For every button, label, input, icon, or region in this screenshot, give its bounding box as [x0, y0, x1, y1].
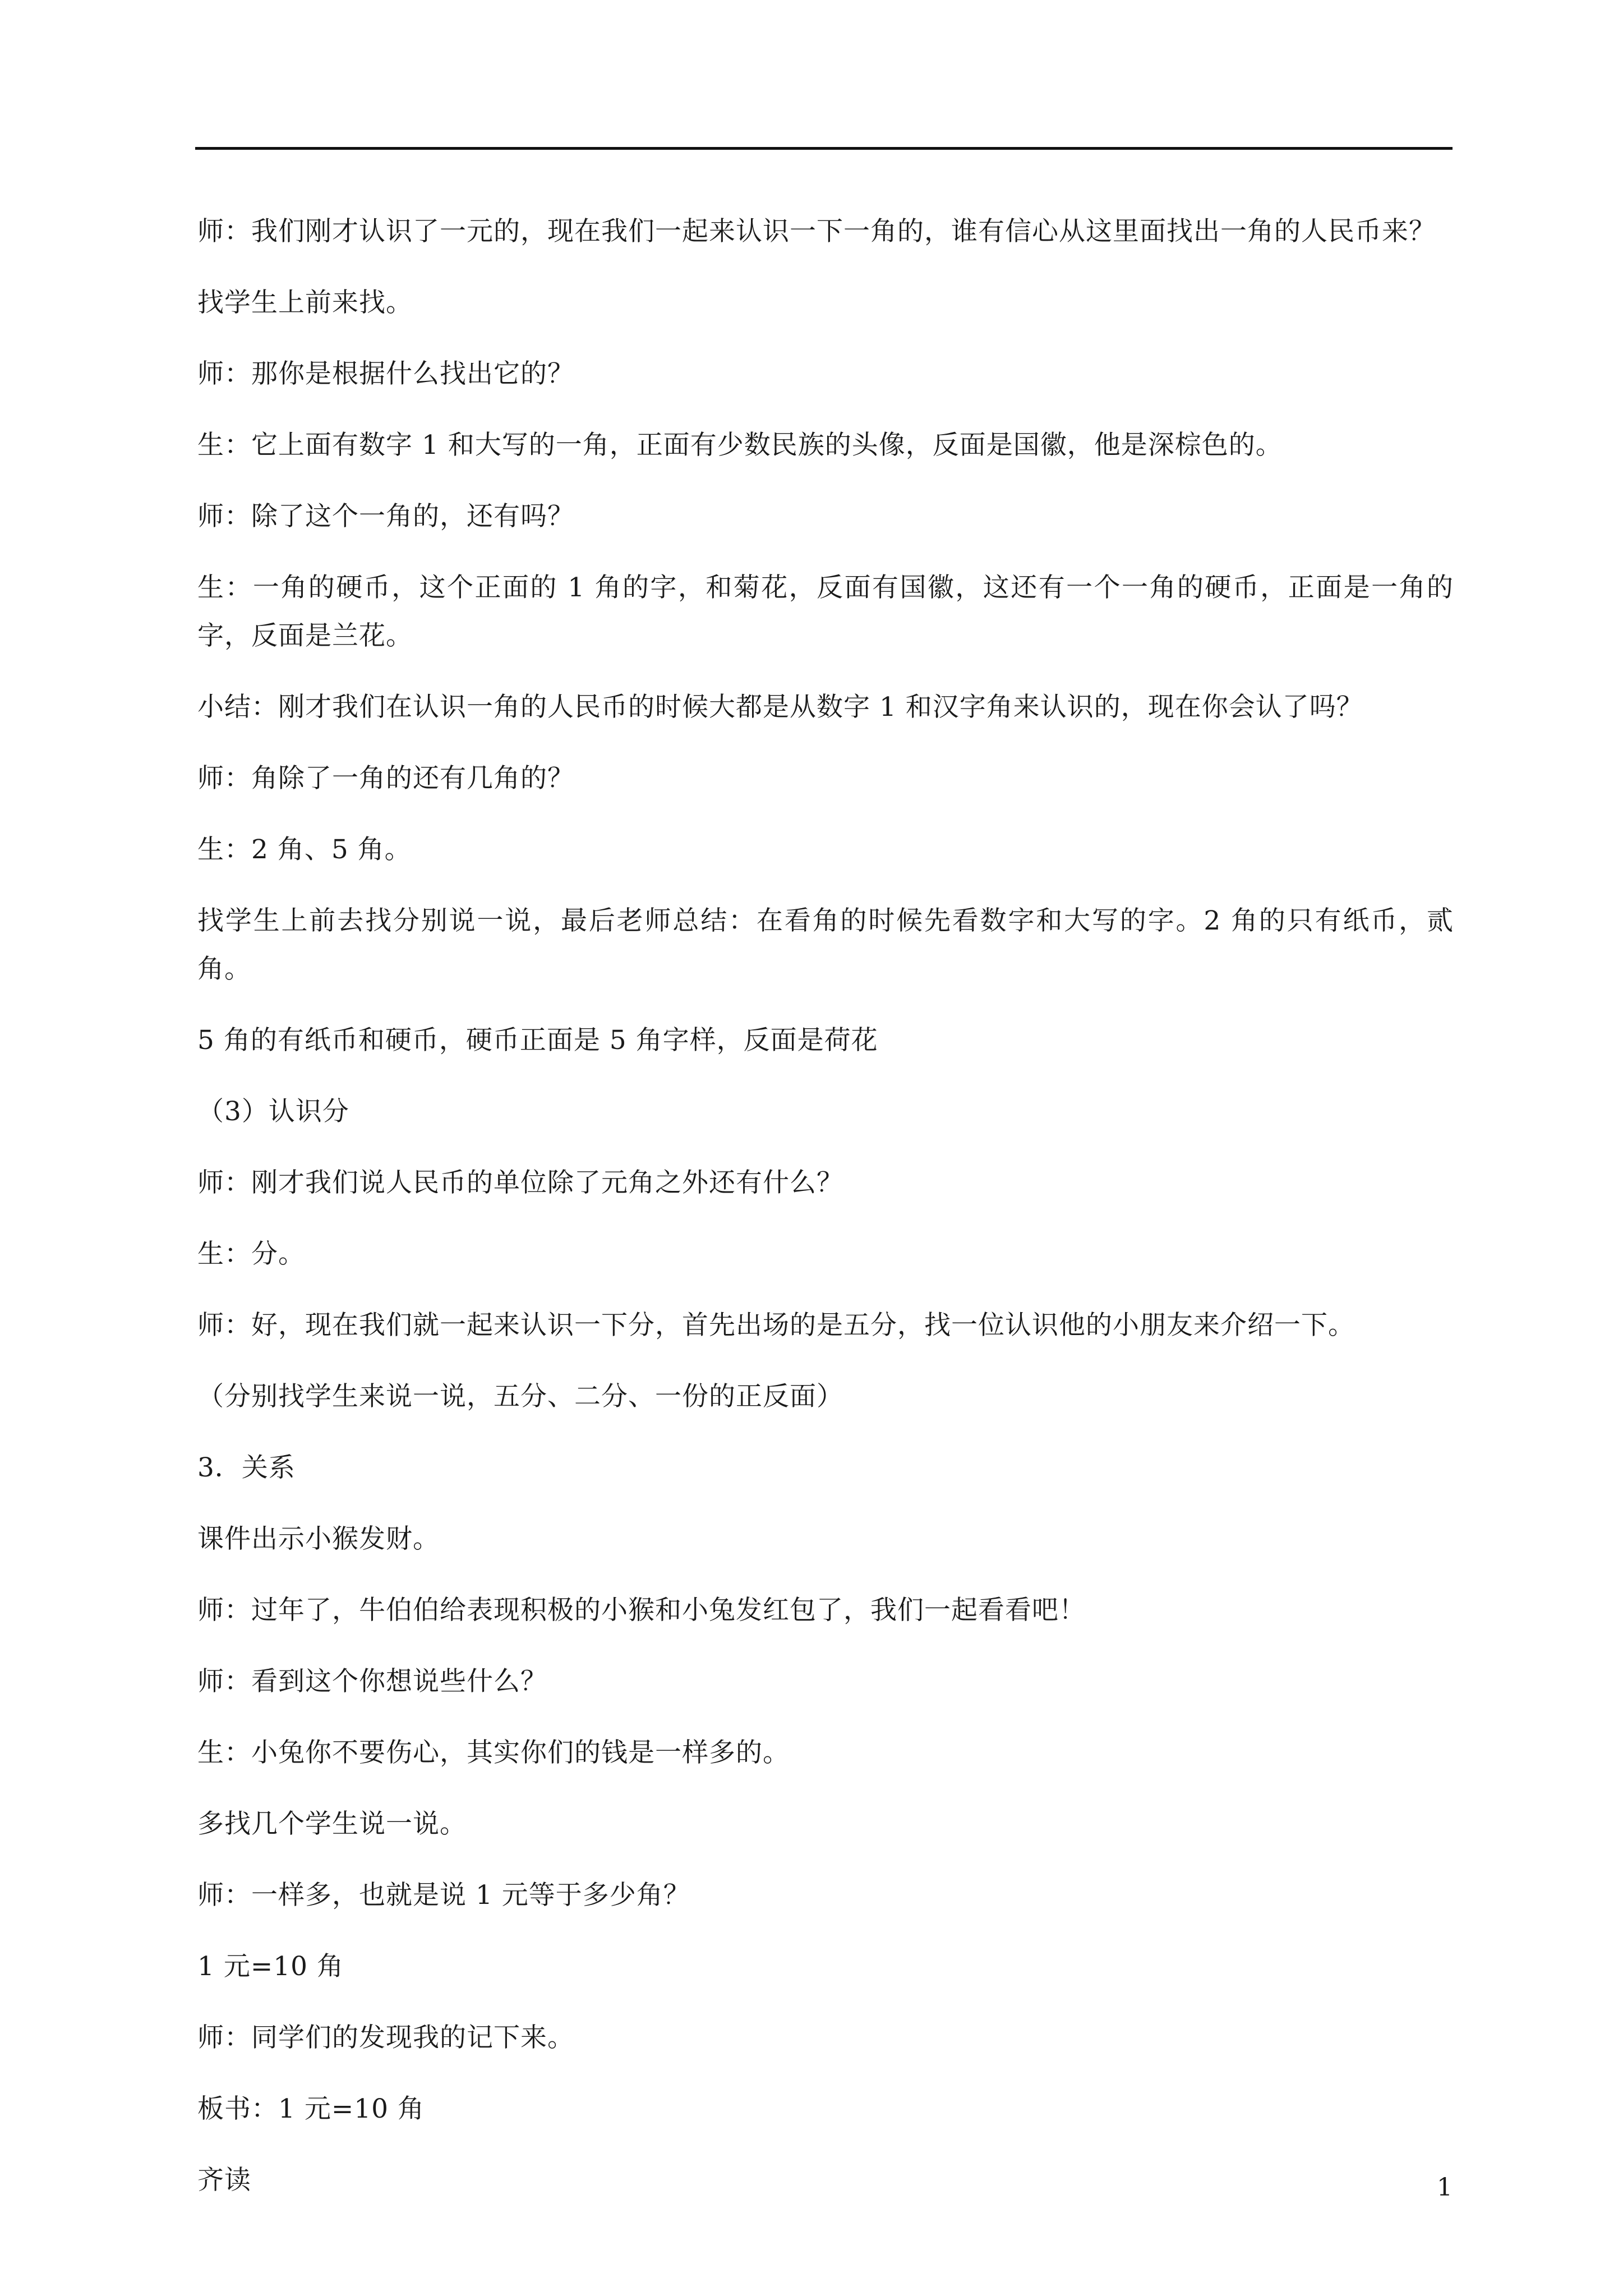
- section-heading: （3）认识分: [197, 1096, 349, 1127]
- document-body: [197, 208, 1454, 2228]
- paragraph: 生：2 角、5 角。: [197, 834, 412, 865]
- paragraph: 找学生上前去找分别说一说，最后老师总结：在看角的时候先看数字和大写的字。2 角的只有纸币，贰角。: [197, 905, 1454, 984]
- paragraph: 小结：刚才我们在认识一角的人民币的时候大都是从数字 1 和汉字角来认识的，现在你会认了吗？: [197, 692, 1363, 723]
- paragraph: 师：同学们的发现我的记下来。: [197, 2022, 574, 2053]
- paragraph: 师：一样多，也就是说 1 元等于多少角？: [197, 1880, 690, 1911]
- page-number: 1: [1437, 2173, 1453, 2202]
- paragraph: 师：好，现在我们就一起来认识一下分，首先出场的是五分，找一位认识他的小朋友来介绍一下。: [197, 1310, 1355, 1341]
- paragraph: 生：它上面有数字 1 和大写的一角，正面有少数民族的头像，反面是国徽，他是深棕色的。: [197, 430, 1283, 461]
- paragraph: 齐读: [197, 2165, 251, 2196]
- paragraph: 找学生上前来找。: [197, 287, 413, 318]
- paragraph: 板书：1 元=10 角: [197, 2093, 425, 2124]
- paragraph: 师：除了这个一角的，还有吗？: [197, 501, 574, 532]
- paragraph: 师：看到这个你想说些什么？: [197, 1666, 547, 1697]
- paragraph: 师：那你是根据什么找出它的？: [197, 358, 574, 389]
- paragraph: 师：角除了一角的还有几角的？: [197, 763, 574, 794]
- paragraph: 1 元=10 角: [197, 1951, 344, 1982]
- paragraph: 课件出示小猴发财。: [197, 1524, 440, 1554]
- paragraph: 生：分。: [197, 1239, 305, 1269]
- paragraph: 生：一角的硬币，这个正面的 1 角的字，和菊花，反面有国徽，这还有一个一角的硬币，正面是一角的字，反面是兰花。: [197, 572, 1454, 651]
- paragraph: 生：小兔你不要伤心，其实你们的钱是一样多的。: [197, 1737, 790, 1768]
- header-rule: [195, 147, 1453, 150]
- paragraph: （分别找学生来说一说，五分、二分、一份的正反面）: [197, 1381, 843, 1412]
- paragraph: 师：刚才我们说人民币的单位除了元角之外还有什么？: [197, 1167, 843, 1198]
- paragraph: 师：过年了，牛伯伯给表现积极的小猴和小兔发红包了，我们一起看看吧！: [197, 1595, 1086, 1626]
- paragraph: 师：我们刚才认识了一元的，现在我们一起来认识一下一角的，谁有信心从这里面找出一角的人民币来？: [197, 216, 1436, 247]
- paragraph: 5 角的有纸币和硬币，硬币正面是 5 角字样，反面是荷花: [197, 1025, 878, 1056]
- section-heading: 3．关系: [197, 1452, 296, 1483]
- paragraph: 多找几个学生说一说。: [197, 1809, 467, 1839]
